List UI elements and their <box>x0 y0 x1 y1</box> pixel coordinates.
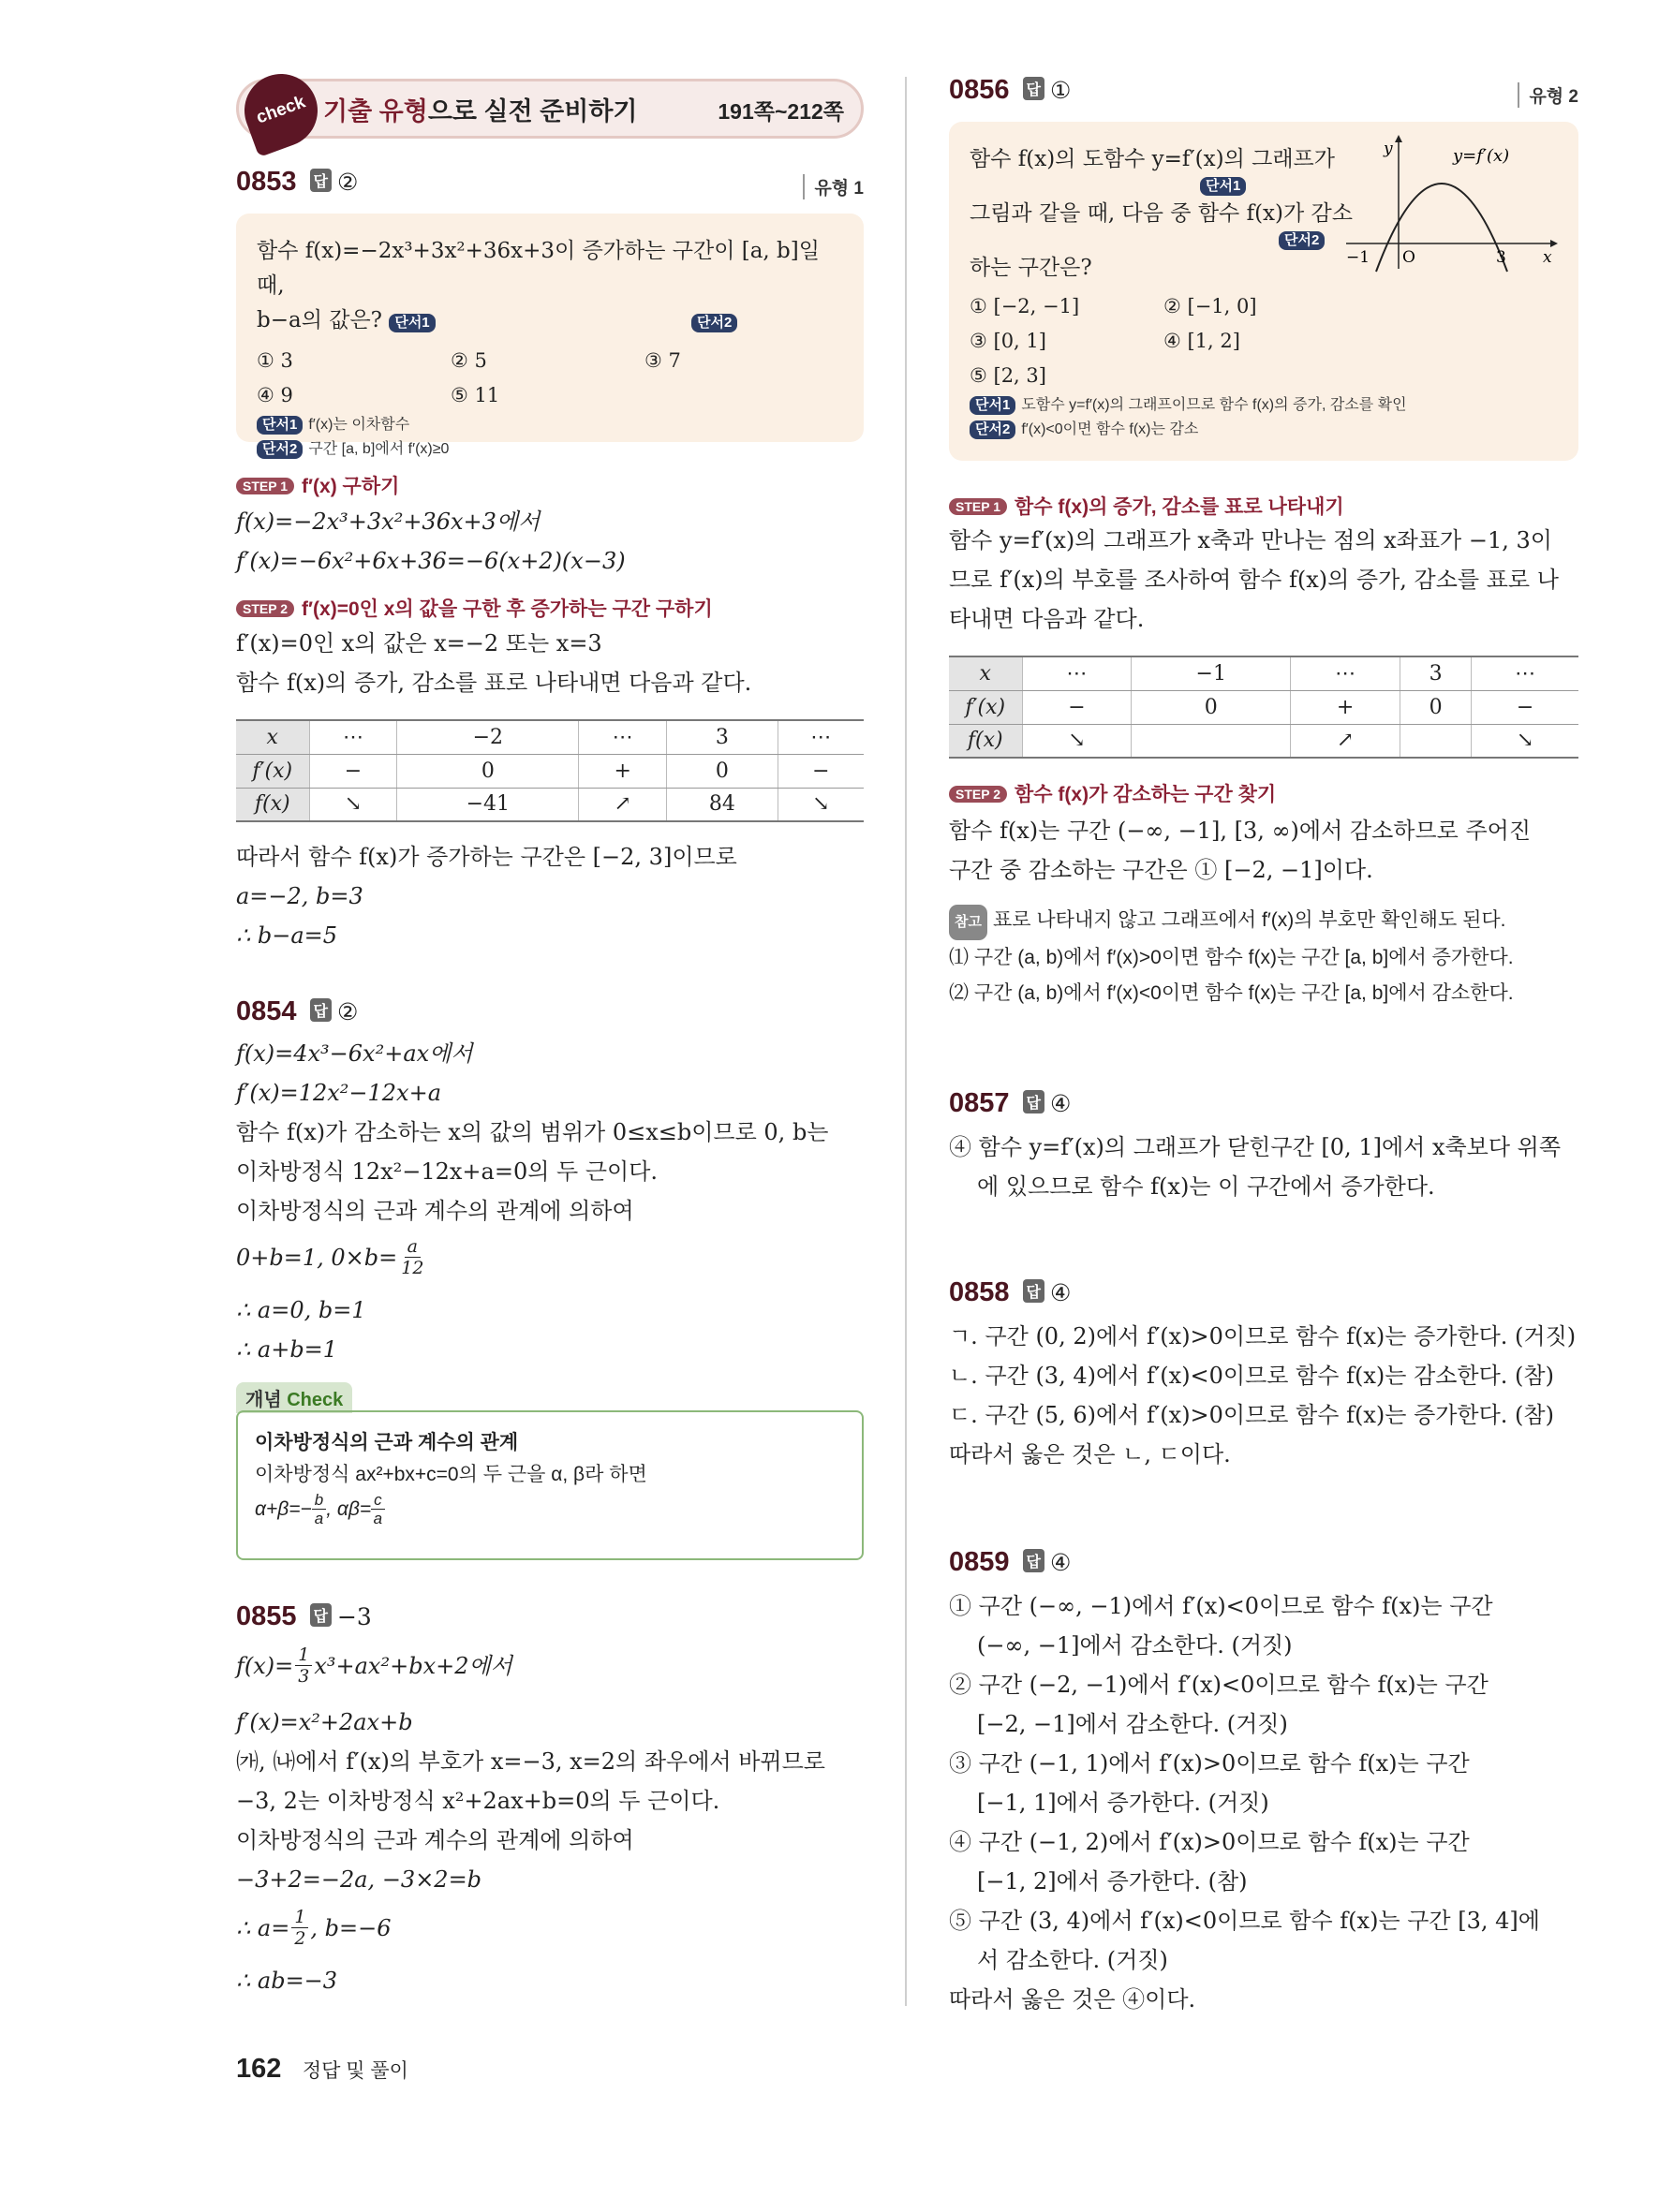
sign-table-0853: x ⋯ −2 ⋯ 3 ⋯ f′(x) − 0 + 0 − f(x) ↘ −41 ↗ 84 ↘ <box>236 719 864 822</box>
footer-label: 정답 및 풀이 <box>302 2060 408 2082</box>
type-tag: 유형 2 <box>1518 82 1578 108</box>
solution-line: f′(x)=12x²−12x+a <box>236 1080 441 1106</box>
solution-line: 에 있으므로 함수 f(x)는 이 구간에서 증가한다. <box>977 1173 1435 1200</box>
step-heading: STEP 2 함수 f(x)가 감소하는 구간 찾기 <box>949 779 1276 807</box>
solution-line: 따라서 옳은 것은 ④이다. <box>949 1986 1196 2013</box>
question-header-0854: 0854 답 ② <box>236 996 359 1026</box>
page-footer <box>236 2054 408 2085</box>
solution-line: ∴ ab=−3 <box>236 1968 338 1994</box>
solution-line: f(x)= $\frac{1}{3}$ x³+ax²+bx+2에서 <box>236 1644 512 1687</box>
solution-line: 이차방정식의 근과 계수의 관계에 의하여 <box>236 1198 634 1224</box>
solution-line: ∴ b−a=5 <box>236 922 338 949</box>
section-banner <box>236 79 864 139</box>
solution-line: 함수 f(x)는 구간 (−∞, −1], [3, ∞)에서 감소하므로 주어진 <box>949 818 1532 844</box>
choices: ① [−2, −1] ② [−1, 0] ③ [0, 1] ④ [1, 2] ⑤ [2, 3] <box>970 295 1257 387</box>
solution-line: ④ 함수 y=f′(x)의 그래프가 닫힌구간 [0, 1]에서 x축보다 위쪽 <box>949 1134 1562 1160</box>
concept-formula: α+β=− $\frac{b}{a}$ , αβ= $\frac{c}{a}$ <box>255 1491 845 1527</box>
tick-label: 3 <box>1496 248 1506 267</box>
check-badge: check <box>234 64 328 157</box>
sign-table-0856: x ⋯ −1 ⋯ 3 ⋯ f′(x) − 0 + 0 − f(x) ↘ ↗ ↘ <box>949 656 1578 759</box>
problem-text: 함수 f(x)=−2x³+3x²+36x+3이 증가하는 구간이 [a, b]일 때, <box>257 239 820 298</box>
solution-line: f(x)=−2x³+3x²+36x+3에서 <box>236 509 541 535</box>
hint-tag: 단서1 <box>389 314 435 332</box>
solution-line: ∴ a=0, b=1 <box>236 1297 366 1323</box>
hint-tag: 단서2 <box>691 314 737 332</box>
solution-line: ① 구간 (−∞, −1)에서 f′(x)<0이므로 함수 f(x)는 구간 <box>949 1593 1493 1619</box>
tick-label: −1 <box>1346 248 1370 267</box>
solution-line: ∴ a+b=1 <box>236 1336 338 1363</box>
solution-line: ⑤ 구간 (3, 4)에서 f′(x)<0이므로 함수 f(x)는 구간 [3, 4]에 <box>949 1908 1540 1934</box>
solution-line: ㈎, ㈏에서 f′(x)의 부호가 x=−3, x=2의 좌우에서 바뀌므로 <box>236 1748 825 1775</box>
concept-label: 개념 Check <box>236 1382 352 1413</box>
solution-line: 서 감소한다. (거짓) <box>977 1947 1168 1973</box>
question-header-0859: 0859 답 ④ <box>949 1547 1072 1577</box>
solution-line: −3, 2는 이차방정식 x²+2ax+b=0의 두 근이다. <box>236 1788 720 1814</box>
problem-text: 하는 구간은? <box>970 256 1092 280</box>
problem-box-0853: 함수 f(x)=−2x³+3x²+36x+3이 증가하는 구간이 [a, b]일 때, b−a의 값은? 단서1 단서2 ① 3 ② 5 ③ 7 ④ 9 ⑤ 11 단서1 f′(x)는 이차함수 단서2 구간 [a, b]에서 f′(x)≥0 <box>236 214 864 442</box>
solution-line: f′(x)=−6x²+6x+36=−6(x+2)(x−3) <box>236 548 626 574</box>
solution-line: 함수 f(x)의 증가, 감소를 표로 나타내면 다음과 같다. <box>236 670 752 696</box>
parabola-curve <box>1376 184 1507 272</box>
solution-line: ㄴ. 구간 (3, 4)에서 f′(x)<0이므로 함수 f(x)는 감소한다. (참) <box>949 1363 1554 1389</box>
concept-title: 이차방정식의 근과 계수의 관계 <box>255 1432 519 1453</box>
solution-line: 이차방정식의 근과 계수의 관계에 의하여 <box>236 1827 634 1853</box>
solution-line: [−2, −1]에서 감소한다. (거짓) <box>977 1711 1288 1737</box>
step-heading: STEP 2 f′(x)=0인 x의 값을 구한 후 증가하는 구간 구하기 <box>236 594 713 622</box>
reference-note: 참고 표로 나타내지 않고 그래프에서 f′(x)의 부호만 확인해도 된다. ⑴ 구간 (a, b)에서 f′(x)>0이면 함수 f(x)는 구간 [a, b]에서 증가한다. ⑵ 구간 (a, b)에서 f′(x)<0이면 함수 f(x)는 구간 [a, b]에서 감소한다. <box>949 903 1514 1011</box>
type-tag: 유형 1 <box>803 174 864 199</box>
banner-title: 기출 유형으로 실전 준비하기 <box>323 97 638 125</box>
solution-line: [−1, 1]에서 증가한다. (거짓) <box>977 1790 1269 1816</box>
column-divider <box>905 77 907 2006</box>
solution-line: −3+2=−2a, −3×2=b <box>236 1866 482 1893</box>
problem-text: 함수 f(x)의 도함수 y=f′(x)의 그래프가 <box>970 147 1335 171</box>
question-header-0857: 0857 답 ④ <box>949 1088 1072 1118</box>
solution-line: ㄱ. 구간 (0, 2)에서 f′(x)>0이므로 함수 f(x)는 증가한다. (거짓) <box>949 1323 1577 1349</box>
solution-line: f′(x)=0인 x의 값은 x=−2 또는 x=3 <box>236 630 602 656</box>
solution-line: 타내면 다음과 같다. <box>949 606 1145 632</box>
hint-tag: 단서2 <box>1279 231 1325 250</box>
page-number: 162 <box>236 2054 282 2084</box>
solution-line: 므로 f′(x)의 부호를 조사하여 함수 f(x)의 증가, 감소를 표로 나 <box>949 567 1559 593</box>
solution-line: 따라서 함수 f(x)가 증가하는 구간은 [−2, 3]이므로 <box>236 844 737 870</box>
choices: ① 3 ② 5 ③ 7 ④ 9 ⑤ 11 <box>257 349 681 406</box>
problem-text: b−a의 값은? <box>257 308 383 332</box>
concept-text: 이차방정식 ax²+bx+c=0의 두 근을 α, β라 하면 <box>255 1464 647 1485</box>
origin-label: O <box>1402 248 1415 267</box>
step-heading: STEP 1 함수 f(x)의 증가, 감소를 표로 나타내기 <box>949 492 1344 520</box>
solution-line: 구간 중 감소하는 구간은 ① [−2, −1]이다. <box>949 857 1373 883</box>
step-heading: STEP 1 f′(x) 구하기 <box>236 471 399 499</box>
y-label: y <box>1384 140 1393 158</box>
solution-line: ③ 구간 (−1, 1)에서 f′(x)>0이므로 함수 f(x)는 구간 <box>949 1750 1470 1777</box>
question-header-0858: 0858 답 ④ <box>949 1277 1072 1307</box>
question-header-0853: 0853 답 ② 유형 1 <box>236 167 864 199</box>
hint-tag: 단서1 <box>1200 177 1246 196</box>
solution-line: 함수 f(x)가 감소하는 x의 값의 범위가 0≤x≤b이므로 0, b는 <box>236 1119 829 1145</box>
problem-text: 그림과 같을 때, 다음 중 함수 f(x)가 감소 <box>970 201 1353 226</box>
solution-line: 따라서 옳은 것은 ㄴ, ㄷ이다. <box>949 1441 1231 1467</box>
solution-line: f′(x)=x²+2ax+b <box>236 1709 413 1735</box>
question-header-0856: 0856 답 ① 유형 2 <box>949 75 1578 107</box>
solution-line: 0+b=1, 0×b= $\frac{a}{12}$ <box>236 1236 424 1278</box>
solution-line: (−∞, −1]에서 감소한다. (거짓) <box>977 1632 1293 1659</box>
derivative-graph <box>1342 133 1558 273</box>
solution-line: a=−2, b=3 <box>236 883 363 909</box>
solution-line: f(x)=4x³−6x²+ax에서 <box>236 1040 473 1067</box>
solution-line: [−1, 2]에서 증가한다. (참) <box>977 1868 1248 1895</box>
solution-line: ∴ a= $\frac{1}{2}$ , b=−6 <box>236 1907 392 1949</box>
x-label: x <box>1543 248 1552 267</box>
question-header-0855: 0855 답 −3 <box>236 1601 372 1631</box>
solution-line: 이차방정식 12x²−12x+a=0의 두 근이다. <box>236 1158 659 1185</box>
solution-line: ② 구간 (−2, −1)에서 f′(x)<0이므로 함수 f(x)는 구간 <box>949 1672 1489 1698</box>
concept-box <box>236 1410 864 1560</box>
problem-box-0856: 함수 f(x)의 도함수 y=f′(x)의 그래프가 단서1 그림과 같을 때, 다음 중 함수 f(x)가 감소 단서2 하는 구간은? ① [−2, −1] ② [−1, 0] ③ [0, 1] ④ [1, 2] ⑤ [2, 3] 단서1 도함수 y=f′(x)의 그래프이므로 함수 f(x)의 증가, 감소를 확인 단서2 f′(x)<0이면 함수 f(x)는 감소 y y=f′(x) x O −1 3 <box>949 122 1578 461</box>
banner-pages: 191쪽~212쪽 <box>718 99 844 124</box>
solution-line: ④ 구간 (−1, 2)에서 f′(x)>0이므로 함수 f(x)는 구간 <box>949 1829 1470 1855</box>
solution-line: ㄷ. 구간 (5, 6)에서 f′(x)>0이므로 함수 f(x)는 증가한다. (참) <box>949 1402 1554 1428</box>
solution-line: 함수 y=f′(x)의 그래프가 x축과 만나는 점의 x좌표가 −1, 3이 <box>949 527 1552 553</box>
curve-label: y=f′(x) <box>1453 146 1510 166</box>
